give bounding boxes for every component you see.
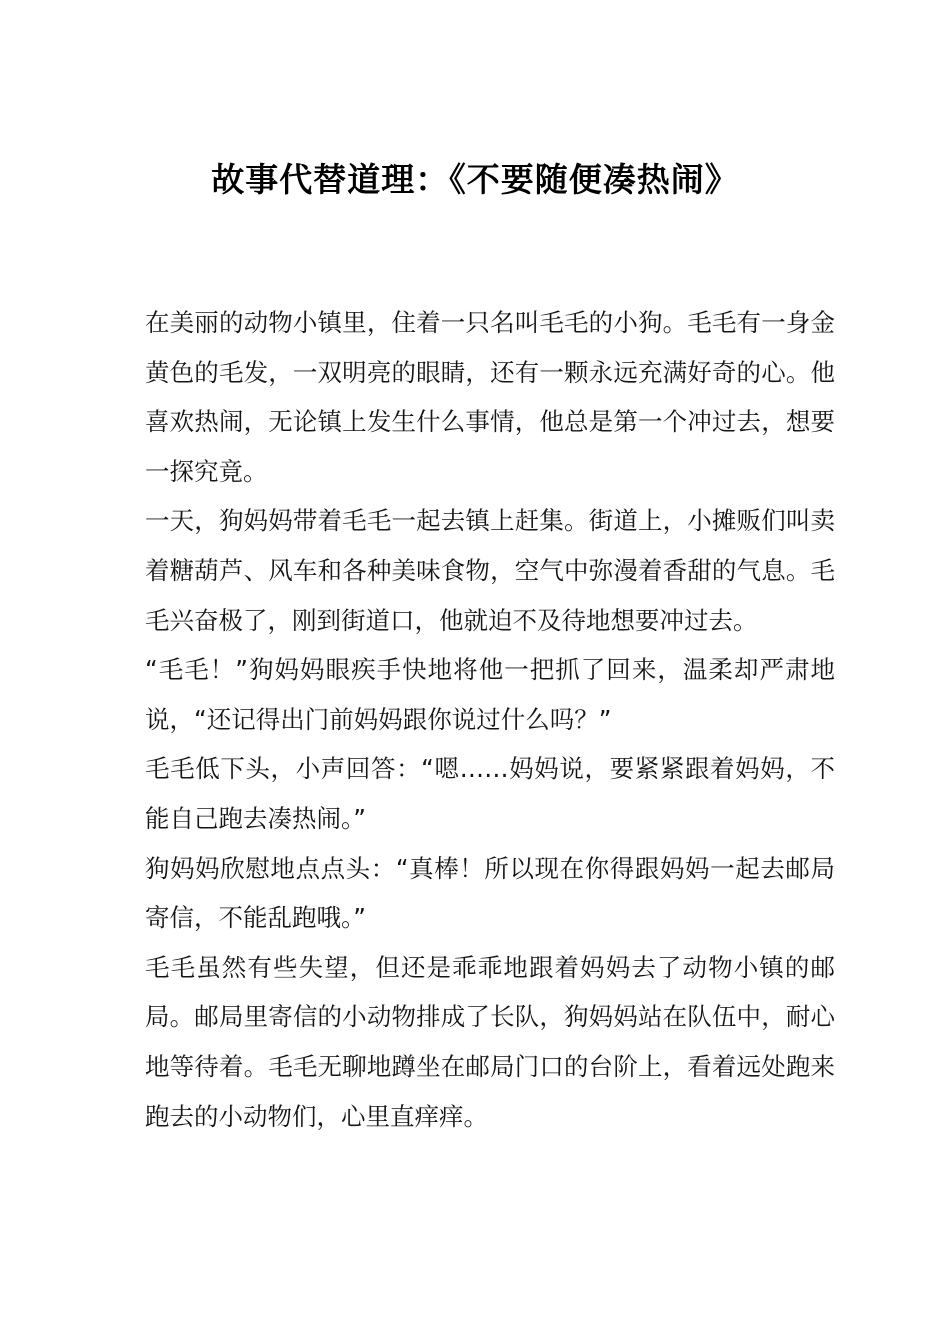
paragraph-6: 毛毛虽然有些失望，但还是乖乖地跟着妈妈去了动物小镇的邮局。邮局里寄信的小动物排成了长队，狗妈妈站在队伍中，耐心地等待着。毛毛无聊地蹲坐在邮局门口的台阶上，看着远处跑来跑去的小动物们，心里直痒痒。: [145, 952, 835, 1131]
paragraph-5: 狗妈妈欣慰地点点头：“真棒！所以现在你得跟妈妈一起去邮局寄信，不能乱跑哦。”: [145, 853, 835, 933]
document-body: [145, 298, 835, 1141]
paragraph-2: 一天，狗妈妈带着毛毛一起去镇上赶集。街道上，小摊贩们叫卖着糖葫芦、风车和各种美味食物，空气中弥漫着香甜的气息。毛毛兴奋极了，刚到街道口，他就迫不及待地想要冲过去。: [145, 506, 835, 635]
paragraph-3: “毛毛！”狗妈妈眼疾手快地将他一把抓了回来，温柔却严肃地说，“还记得出门前妈妈跟你说过什么吗？”: [145, 655, 835, 734]
paragraph-1: 在美丽的动物小镇里，住着一只名叫毛毛的小狗。毛毛有一身金黄色的毛发，一双明亮的眼睛，还有一颗永远充满好奇的心。他喜欢热闹，无论镇上发生什么事情，他总是第一个冲过去，想要一探究竟。: [145, 308, 835, 486]
document-title: 故事代替道理：《不要随便凑热闹》: [211, 160, 739, 199]
paragraph-4: 毛毛低下头，小声回答：“嗯……妈妈说，要紧紧跟着妈妈，不能自己跑去凑热闹。”: [145, 754, 835, 833]
